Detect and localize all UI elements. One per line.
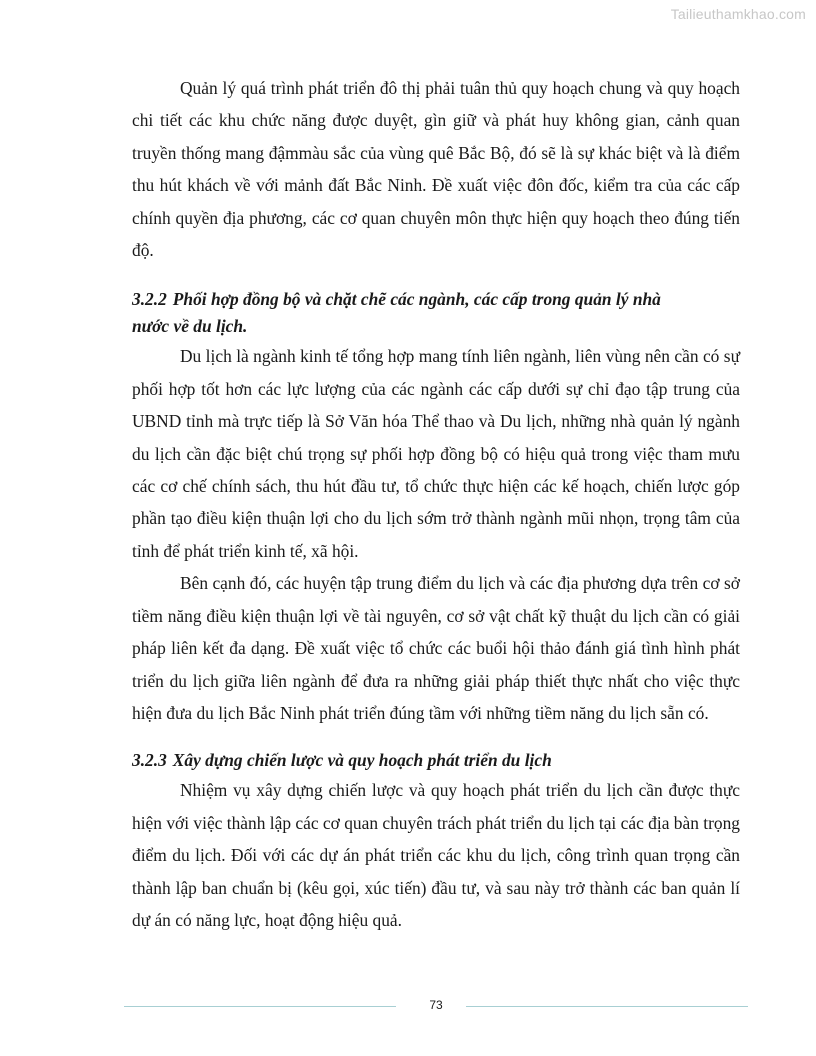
paragraph-3-2-2-b: Bên cạnh đó, các huyện tập trung điểm du lịch và các địa phương dựa trên cơ sở tiềm năng điều kiện thuận lợi về tài nguyên, cơ sở vật chất kỹ thuật du lịch cần có giải pháp liên kết đa dạng. Đề xuất việc tổ chức các buổi hội thảo đánh giá tình hình phát triển du lịch giữa liên ngành để đưa ra những giải pháp thiết thực nhất cho việc thực hiện đưa du lịch Bắc Ninh phát triển đúng tầm với những tiềm năng du lịch sẵn có. xyxy=(132,573,740,723)
footer-rule-right xyxy=(466,1006,748,1007)
section-heading-line-2: nước về du lịch. xyxy=(132,316,248,337)
section-number: 3.2.2 xyxy=(132,289,167,310)
section-heading-3-2-3 xyxy=(132,747,740,774)
paragraph-intro: Quản lý quá trình phát triển đô thị phải tuân thủ quy hoạch chung và quy hoạch chi tiết các khu chức năng được duyệt, gìn giữ và phát huy không gian, cảnh quan truyền thống mang đậmmàu sắc của vùng quê Bắc Bộ, đó sẽ là sự khác biệt và là điểm thu hút khách về với mảnh đất Bắc Ninh. Đề xuất việc đôn đốc, kiểm tra của các cấp chính quyền địa phương, các cơ quan chuyên môn thực hiện quy hoạch theo đúng tiến độ. xyxy=(132,78,740,261)
paragraph-3-2-3-a: Nhiệm vụ xây dựng chiến lược và quy hoạch phát triển du lịch cần được thực hiện với việc thành lập các cơ quan chuyên trách phát triển du lịch tại các địa bàn trọng điểm du lịch. Đối với các dự án phát triển các khu du lịch, công trình quan trọng cần thành lập ban chuẩn bị (kêu gọi, xúc tiến) đầu tư, và sau này trở thành các ban quản lí dự án có năng lực, hoạt động hiệu quả. xyxy=(132,780,740,930)
page-body xyxy=(132,72,740,936)
section-number: 3.2.3 xyxy=(132,750,167,771)
section-title: Xây dựng chiến lược và quy hoạch phát triển du lịch xyxy=(172,750,552,771)
section-heading-3-2-2 xyxy=(132,286,740,340)
section-heading-line-1 xyxy=(132,286,740,313)
section-title: Phối hợp đồng bộ và chặt chẽ các ngành, các cấp trong quản lý nhà xyxy=(172,289,661,310)
paragraph-3-2-2-a: Du lịch là ngành kinh tế tổng hợp mang tính liên ngành, liên vùng nên cần có sự phối hợp tốt hơn các lực lượng của các ngành các cấp dưới sự chỉ đạo tập trung của UBND tỉnh mà trực tiếp là Sở Văn hóa Thể thao và Du lịch, những nhà quản lý ngành du lịch cần đặc biệt chú trọng sự phối hợp đồng bộ có hiệu quả trong việc tham mưu các cơ chế chính sách, thu hút đầu tư, tổ chức thực hiện các kế hoạch, chiến lược góp phần tạo điều kiện thuận lợi cho du lịch sớm trở thành ngành mũi nhọn, trọng tâm của tỉnh để phát triển kinh tế, xã hội. xyxy=(132,346,740,561)
page-number: 73 xyxy=(429,998,443,1012)
page-footer xyxy=(124,996,748,1016)
watermark: Tailieuthamkhao.com xyxy=(670,6,806,22)
